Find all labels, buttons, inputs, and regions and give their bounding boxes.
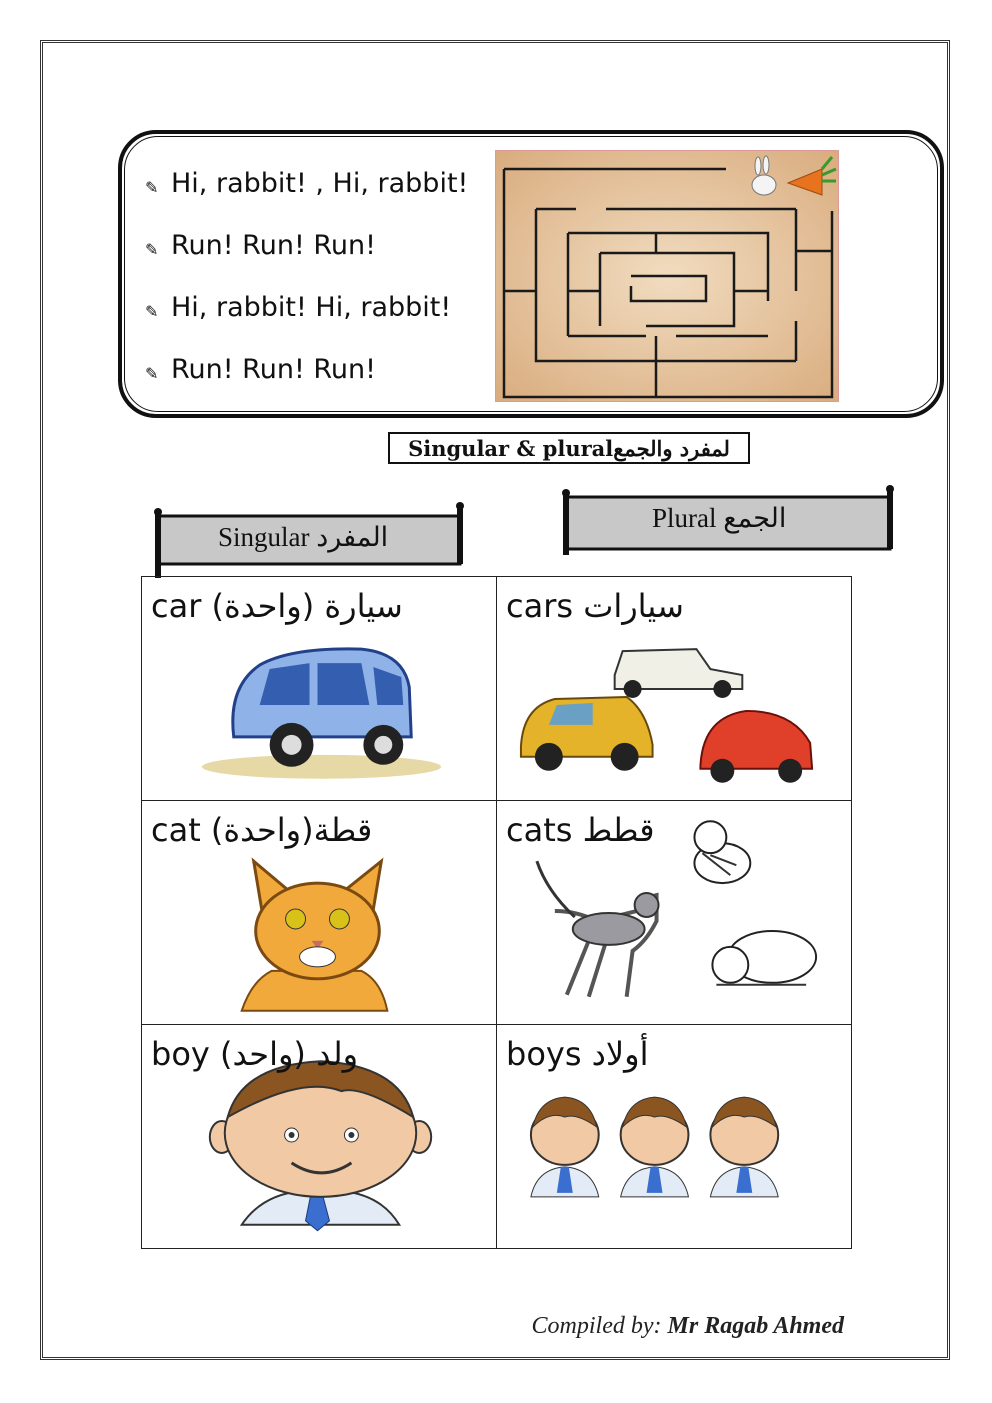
- chant-line-text: Hi, rabbit! Hi, rabbit!: [171, 291, 452, 323]
- chant-line-text: Run! Run! Run!: [171, 353, 376, 385]
- chant-line: [145, 276, 495, 338]
- table-cell-singular: [142, 577, 497, 801]
- singular-word: boy (واحد) ولد: [151, 1035, 359, 1073]
- plural-header-label: Plural الجمع: [652, 503, 787, 533]
- chant-line: [145, 214, 495, 276]
- singular-word: cat (واحدة)قطة: [151, 811, 373, 849]
- pen-icon: ✎: [145, 301, 159, 321]
- plural-word: cats قطط: [506, 811, 655, 849]
- table-cell-plural: [497, 1025, 852, 1249]
- pen-icon: ✎: [145, 363, 159, 383]
- maze-illustration: [495, 150, 839, 402]
- plural-header-scroll: [560, 485, 896, 557]
- footer-credit: [532, 1313, 844, 1340]
- maze-svg: [496, 151, 839, 402]
- table-row: [142, 577, 852, 801]
- singular-word: car (سيارة (واحدة: [151, 587, 403, 625]
- footer-prefix: Compiled by:: [531, 1313, 668, 1339]
- chant-lines: [145, 152, 495, 400]
- chant-line-text: Hi, rabbit! , Hi, rabbit!: [171, 167, 469, 199]
- grey-cat-icon: [537, 861, 659, 997]
- chant-line: [145, 338, 495, 400]
- tabby-cat-icon: [694, 821, 750, 883]
- white-car-icon: [615, 649, 743, 698]
- table-row: [142, 801, 852, 1025]
- plural-word: boys أولاد: [506, 1035, 649, 1073]
- pen-icon: ✎: [145, 239, 159, 259]
- singular-header-scroll: [148, 502, 468, 580]
- singular-header-label: Singular المفرد: [218, 522, 389, 552]
- yellow-car-icon: [521, 697, 653, 771]
- plural-word: cars سيارات: [506, 587, 684, 625]
- table-cell-plural: [497, 577, 852, 801]
- chant-line-text: Run! Run! Run!: [171, 229, 376, 261]
- section-title-text: Singular & pluralلمفرد والجمع: [408, 435, 730, 461]
- table-cell-singular: [142, 801, 497, 1025]
- sleeping-cat-icon: [712, 931, 816, 985]
- table-cell-singular: [142, 1025, 497, 1249]
- boy-icon: [531, 1097, 599, 1197]
- chant-line: [145, 152, 495, 214]
- boy-icon: [710, 1097, 778, 1197]
- section-title: [388, 432, 750, 464]
- red-car-icon: [700, 711, 812, 783]
- pen-icon: ✎: [145, 177, 159, 197]
- singular-plural-table: [141, 576, 852, 1249]
- boy-icon: [621, 1097, 689, 1197]
- table-row: [142, 1025, 852, 1249]
- footer-author: Mr Ragab Ahmed: [667, 1313, 844, 1339]
- table-cell-plural: [497, 801, 852, 1025]
